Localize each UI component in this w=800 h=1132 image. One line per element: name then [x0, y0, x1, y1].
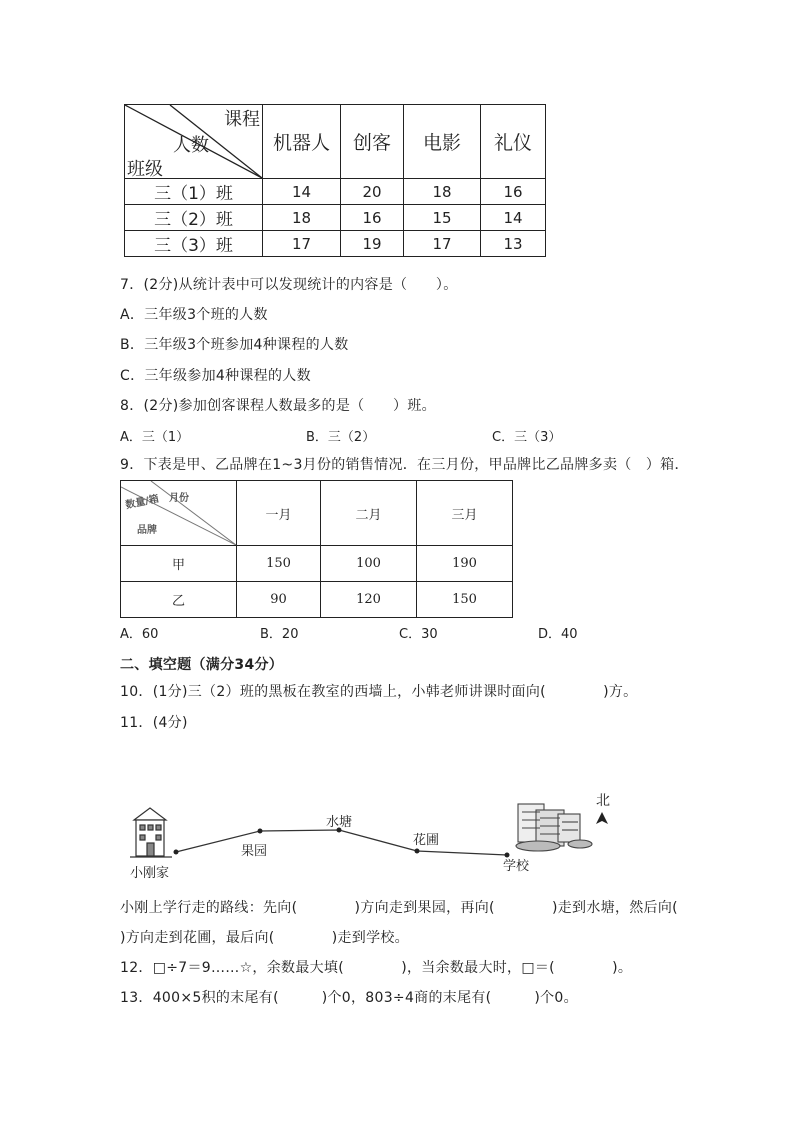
q13-stem: 13．400×5积的末尾有( )个0，803÷4商的末尾有( )个0。: [120, 990, 578, 1006]
q9-option-d[interactable]: D．40: [538, 627, 578, 642]
diagonal-header-cell: [121, 481, 237, 546]
table-cell: 190: [417, 546, 513, 582]
header-qty-label: 数量/箱: [124, 493, 160, 512]
sales-table: [120, 480, 513, 618]
q11-stem: 11．(4分): [120, 715, 188, 731]
column-header: 创客: [341, 105, 404, 179]
table-cell: 16: [481, 179, 546, 205]
table-cell: 18: [404, 179, 481, 205]
q8-option-b[interactable]: B．三（2）: [306, 430, 376, 445]
route-map: [120, 780, 640, 880]
table-cell: 90: [237, 582, 321, 618]
table-cell: 19: [341, 231, 404, 257]
table-cell: 17: [263, 231, 341, 257]
table-cell: 17: [404, 231, 481, 257]
table-cell: 150: [417, 582, 513, 618]
q9-option-b[interactable]: B．20: [260, 627, 299, 642]
home-point: [174, 850, 179, 855]
house-icon: [130, 808, 172, 857]
table-cell: 120: [321, 582, 417, 618]
column-header: 二月: [321, 481, 417, 546]
q11-line1: 小刚上学行走的路线：先向( )方向走到果园，再向( )走到水塘，然后向(: [120, 900, 678, 916]
table-cell: 18: [263, 205, 341, 231]
orchard-point: [258, 829, 263, 834]
north-arrow-icon: [596, 812, 608, 824]
q8-option-c[interactable]: C．三（3）: [492, 430, 562, 445]
school-icon: [516, 804, 592, 851]
row-header: 三（1）班: [125, 179, 263, 205]
table-cell: 150: [237, 546, 321, 582]
q7-stem: 7．(2分)从统计表中可以发现统计的内容是（ ）。: [120, 277, 458, 293]
table-cell: 100: [321, 546, 417, 582]
column-header: 礼仪: [481, 105, 546, 179]
garden-point: [415, 849, 420, 854]
row-header: 三（3）班: [125, 231, 263, 257]
table-cell: 13: [481, 231, 546, 257]
table-cell: 14: [481, 205, 546, 231]
table-cell: 20: [341, 179, 404, 205]
q7-option-a[interactable]: A．三年级3个班的人数: [120, 307, 268, 323]
section-title: 二、填空题（满分34分）: [120, 657, 284, 673]
row-header: 甲: [121, 546, 237, 582]
header-class-label: 班级: [127, 159, 163, 180]
column-header: 机器人: [263, 105, 341, 179]
header-month-label: 月份: [169, 493, 189, 504]
column-header: 一月: [237, 481, 321, 546]
column-header: 电影: [404, 105, 481, 179]
course-table: [124, 104, 546, 257]
q9-option-c[interactable]: C．30: [399, 627, 438, 642]
q8-option-a[interactable]: A．三（1）: [120, 430, 190, 445]
q8-stem: 8．(2分)参加创客课程人数最多的是（ ）班。: [120, 398, 436, 414]
place-label-orchard: 果园: [241, 844, 268, 859]
diagonal-header-cell: [125, 105, 263, 179]
north-label: 北: [596, 793, 610, 809]
q9-option-a[interactable]: A．60: [120, 627, 159, 642]
header-course-label: 课程: [224, 109, 260, 130]
place-label-garden: 花圃: [413, 833, 440, 848]
row-header: 乙: [121, 582, 237, 618]
header-brand-label: 品牌: [137, 525, 157, 536]
row-header: 三（2）班: [125, 205, 263, 231]
q12-stem: 12．□÷7＝9……☆，余数最大填( )，当余数最大时，□＝( )。: [120, 960, 633, 976]
q11-line2: )方向走到花圃，最后向( )走到学校。: [120, 930, 409, 946]
table-cell: 14: [263, 179, 341, 205]
q7-option-b[interactable]: B．三年级3个班参加4种课程的人数: [120, 337, 349, 353]
q7-option-c[interactable]: C．三年级参加4种课程的人数: [120, 368, 311, 384]
place-label-school: 学校: [503, 859, 530, 874]
route-line: [176, 830, 507, 855]
place-label-pond: 水塘: [326, 815, 353, 830]
column-header: 三月: [417, 481, 513, 546]
q10-stem: 10．(1分)三（2）班的黑板在教室的西墙上，小韩老师讲课时面向( )方。: [120, 684, 638, 700]
q9-stem: 9．下表是甲、乙品牌在1~3月份的销售情况．在三月份，甲品牌比乙品牌多卖（ ）箱．: [120, 457, 689, 473]
table-cell: 15: [404, 205, 481, 231]
header-count-label: 人数: [173, 135, 209, 156]
table-cell: 16: [341, 205, 404, 231]
place-label-home: 小刚家: [130, 866, 170, 881]
